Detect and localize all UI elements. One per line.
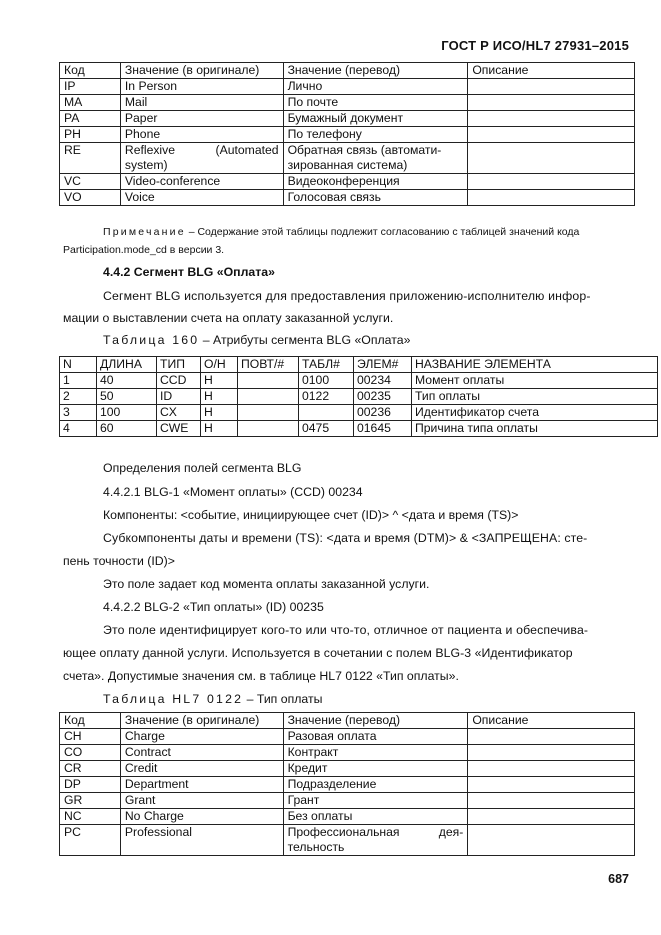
original-cell xyxy=(120,143,283,174)
cell: 01645 xyxy=(354,421,412,437)
blg-attributes-table xyxy=(59,356,658,437)
code-cell: PC xyxy=(60,825,121,856)
translation-cell xyxy=(283,143,468,174)
code-cell: MA xyxy=(60,95,121,111)
payment-type-table xyxy=(59,712,635,856)
code-cell: PH xyxy=(60,127,121,143)
note-line-1 xyxy=(103,226,579,238)
cell: 0122 xyxy=(299,389,354,405)
translation-cell: По телефону xyxy=(283,127,468,143)
original-cell: Phone xyxy=(120,127,283,143)
header-cell: ТАБЛ# xyxy=(299,357,354,373)
cell: 100 xyxy=(97,405,157,421)
table-row xyxy=(60,389,658,405)
field-title: 4.4.2.1 BLG-1 «Момент оплаты» (CCD) 00234 xyxy=(103,485,363,499)
original-cell: Contract xyxy=(120,745,283,761)
description-cell xyxy=(468,127,635,143)
cell: Идентификатор счета xyxy=(412,405,658,421)
cell: 40 xyxy=(97,373,157,389)
header-cell: Значение (перевод) xyxy=(283,713,468,729)
translation-cell: Без оплаты xyxy=(283,809,468,825)
table-row xyxy=(60,111,635,127)
field-title: 4.4.2.2 BLG-2 «Тип оплаты» (ID) 00235 xyxy=(103,600,324,614)
table-row xyxy=(60,174,635,190)
translation-cell: Грант xyxy=(283,793,468,809)
original-cell: Video-conference xyxy=(120,174,283,190)
cell xyxy=(238,421,299,437)
header-cell: Описание xyxy=(468,63,635,79)
cell: 0475 xyxy=(299,421,354,437)
table-row xyxy=(60,127,635,143)
code-cell: NC xyxy=(60,809,121,825)
description-cell xyxy=(468,190,635,206)
header-cell: Значение (в оригинале) xyxy=(120,713,283,729)
table-row xyxy=(60,405,658,421)
translation-cell: Лично xyxy=(283,79,468,95)
header-cell: Код xyxy=(60,713,121,729)
table-row xyxy=(60,143,635,174)
translation-cell: Видеоконференция xyxy=(283,174,468,190)
cell: Тип оплаты xyxy=(412,389,658,405)
cell: H xyxy=(201,373,238,389)
note-label: Примечание xyxy=(103,226,186,238)
header-cell: Значение (перевод) xyxy=(283,63,468,79)
cell: CWE xyxy=(157,421,201,437)
table-row xyxy=(60,421,658,437)
cell: 50 xyxy=(97,389,157,405)
paragraph-line: ющее оплату данной услуги. Используется в сочетании с полем BLG-3 «Идентификатор xyxy=(63,646,573,660)
table-row xyxy=(60,793,635,809)
table-header-row xyxy=(60,63,635,79)
description-cell xyxy=(468,761,635,777)
translation-cell: Разовая оплата xyxy=(283,729,468,745)
paragraph-line: Это поле идентифицирует кого-то или что-то, отличное от пациента и обеспечива- xyxy=(103,623,589,637)
table-caption xyxy=(103,333,410,347)
code-cell: DP xyxy=(60,777,121,793)
cell: 3 xyxy=(60,405,97,421)
caption-text: – Тип оплаты xyxy=(243,692,323,706)
code-cell: CH xyxy=(60,729,121,745)
cell xyxy=(238,389,299,405)
cell: CX xyxy=(157,405,201,421)
translation-cell: Голосовая связь xyxy=(283,190,468,206)
cell xyxy=(299,405,354,421)
code-cell: GR xyxy=(60,793,121,809)
table-row xyxy=(60,190,635,206)
paragraph-line: Определения полей сегмента BLG xyxy=(103,461,302,475)
original-cell: In Person xyxy=(120,79,283,95)
original-line: Reflexive (Automated xyxy=(124,143,279,157)
table-row xyxy=(60,729,635,745)
original-cell: Professional xyxy=(120,825,283,856)
description-cell xyxy=(468,729,635,745)
translation-cell: Кредит xyxy=(283,761,468,777)
translation-line: зированная система) xyxy=(287,158,408,172)
table-row xyxy=(60,79,635,95)
paragraph-line: пень точности (ID)> xyxy=(63,554,175,568)
description-cell xyxy=(468,809,635,825)
table-row xyxy=(60,777,635,793)
caption-label: Таблица HL7 0122 xyxy=(103,692,244,706)
original-line: system) xyxy=(124,158,168,172)
table-header-row xyxy=(60,713,635,729)
original-cell: Voice xyxy=(120,190,283,206)
description-cell xyxy=(468,143,635,174)
cell: 1 xyxy=(60,373,97,389)
page-header: ГОСТ Р ИСО/HL7 27931–2015 xyxy=(441,38,629,53)
description-cell xyxy=(468,79,635,95)
cell: 60 xyxy=(97,421,157,437)
table-row xyxy=(60,373,658,389)
cell: H xyxy=(201,421,238,437)
code-cell: RE xyxy=(60,143,121,174)
participation-mode-table xyxy=(59,62,635,206)
translation-cell: Подразделение xyxy=(283,777,468,793)
code-cell: VO xyxy=(60,190,121,206)
translation-cell: По почте xyxy=(283,95,468,111)
paragraph-line: счета». Допустимые значения см. в таблице HL7 0122 «Тип оплаты». xyxy=(63,669,459,683)
table-row xyxy=(60,95,635,111)
table-row xyxy=(60,825,635,856)
translation-cell xyxy=(283,825,468,856)
paragraph-line: Это поле задает код момента оплаты заказанной услуги. xyxy=(103,577,430,591)
description-cell xyxy=(468,745,635,761)
original-cell: Charge xyxy=(120,729,283,745)
description-cell xyxy=(468,825,635,856)
cell xyxy=(238,373,299,389)
header-cell: О/Н xyxy=(201,357,238,373)
original-cell: Paper xyxy=(120,111,283,127)
caption-text: – Атрибуты сегмента BLG «Оплата» xyxy=(199,333,411,347)
paragraph-line: Компоненты: <событие, инициирующее счет (ID)> ^ <дата и время (TS)> xyxy=(103,508,519,522)
table-row xyxy=(60,809,635,825)
table-caption xyxy=(103,692,322,706)
cell: 0100 xyxy=(299,373,354,389)
header-cell: ПОВТ/# xyxy=(238,357,299,373)
code-cell: PA xyxy=(60,111,121,127)
table-row xyxy=(60,761,635,777)
translation-line: тельность xyxy=(287,840,345,854)
cell: 2 xyxy=(60,389,97,405)
code-cell: CO xyxy=(60,745,121,761)
table-row xyxy=(60,745,635,761)
description-cell xyxy=(468,793,635,809)
cell: H xyxy=(201,405,238,421)
header-cell: ДЛИНА xyxy=(97,357,157,373)
paragraph-line: Сегмент BLG используется для предоставления приложению-исполнителю инфор- xyxy=(103,289,591,303)
header-cell: НАЗВАНИЕ ЭЛЕМЕНТА xyxy=(412,357,658,373)
original-cell: Grant xyxy=(120,793,283,809)
original-cell: Mail xyxy=(120,95,283,111)
paragraph-line: мации о выставлении счета на оплату заказанной услуги. xyxy=(63,311,394,325)
paragraph-line: Субкомпоненты даты и времени (TS): <дата и время (DTM)> & <ЗАПРЕЩЕНА: сте- xyxy=(103,531,588,545)
note-text: – Содержание этой таблицы подлежит согласованию с таблицей значений кода xyxy=(185,226,580,238)
section-heading: 4.4.2 Сегмент BLG «Оплата» xyxy=(103,265,275,279)
header-cell: Значение (в оригинале) xyxy=(120,63,283,79)
original-cell: Department xyxy=(120,777,283,793)
cell xyxy=(238,405,299,421)
cell: 00234 xyxy=(354,373,412,389)
table-header-row xyxy=(60,357,658,373)
header-cell: Описание xyxy=(468,713,635,729)
cell: H xyxy=(201,389,238,405)
original-cell: No Charge xyxy=(120,809,283,825)
translation-cell: Контракт xyxy=(283,745,468,761)
description-cell xyxy=(468,777,635,793)
cell: 4 xyxy=(60,421,97,437)
header-cell: N xyxy=(60,357,97,373)
header-cell: ТИП xyxy=(157,357,201,373)
original-cell: Credit xyxy=(120,761,283,777)
code-cell: VC xyxy=(60,174,121,190)
description-cell xyxy=(468,95,635,111)
caption-label: Таблица 160 xyxy=(103,333,200,347)
cell: Момент оплаты xyxy=(412,373,658,389)
cell: Причина типа оплаты xyxy=(412,421,658,437)
page-number: 687 xyxy=(608,872,629,886)
description-cell xyxy=(468,174,635,190)
cell: 00235 xyxy=(354,389,412,405)
cell: CCD xyxy=(157,373,201,389)
header-cell: ЭЛЕМ# xyxy=(354,357,412,373)
note-line-2: Participation.mode_cd в версии 3. xyxy=(63,244,225,256)
header-cell: Код xyxy=(60,63,121,79)
translation-line: Обратная связь (автомати- xyxy=(287,143,442,157)
translation-cell: Бумажный документ xyxy=(283,111,468,127)
translation-line: Профессиональная дея- xyxy=(287,825,464,839)
code-cell: IP xyxy=(60,79,121,95)
cell: ID xyxy=(157,389,201,405)
cell: 00236 xyxy=(354,405,412,421)
code-cell: CR xyxy=(60,761,121,777)
description-cell xyxy=(468,111,635,127)
